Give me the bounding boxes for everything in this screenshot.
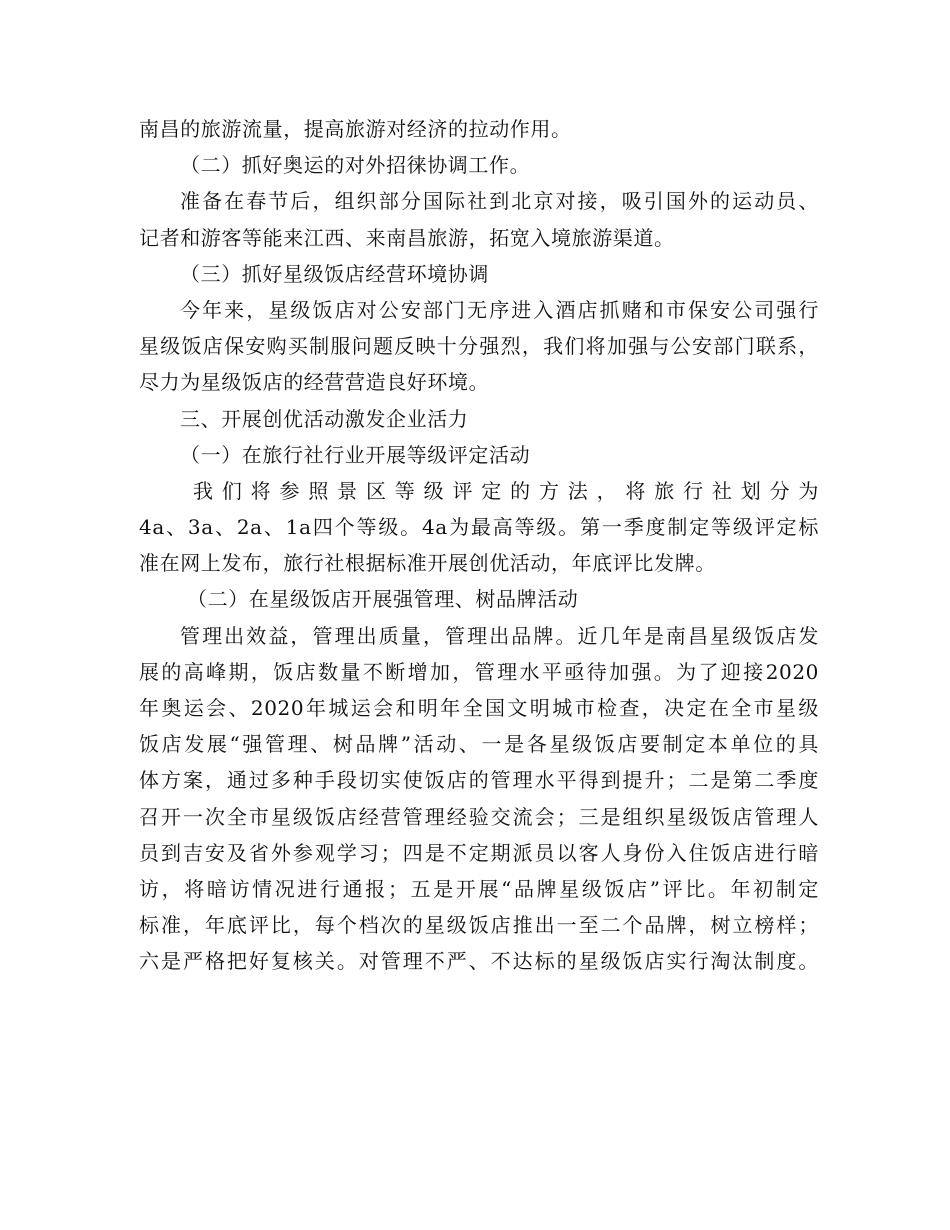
section-heading: （二）在星级饭店开展强管理、树品牌活动 <box>187 587 579 612</box>
text-line: 召开一次全市星级饭店经营管理经验交流会；三是组织星级饭店管理人 <box>139 804 819 829</box>
text-line: 星级饭店保安购买制服问题反映十分强烈，我们将加强与公安部门联系， <box>139 334 819 359</box>
text-line: 记者和游客等能来江西、来南昌旅游，拓宽入境旅游渠道。 <box>139 225 675 250</box>
text-line: 今年来，星级饭店对公安部门无序进入酒店抓赌和市保安公司强行 <box>180 297 819 322</box>
document-body <box>139 111 819 980</box>
text-line: 六是严格把好复核关。对管理不严、不达标的星级饭店实行淘汰制度。 <box>139 949 819 974</box>
text-line: 饭店发展“强管理、树品牌”活动、一是各星级饭店要制定本单位的具 <box>139 732 819 757</box>
text-line: 年奥运会、2020年城运会和明年全国文明城市检查，决定在全市星级 <box>139 696 819 720</box>
text-line: 员到吉安及省外参观学习；四是不定期派员以客人身份入住饭店进行暗 <box>139 840 819 865</box>
text-line: 展的高峰期，饭店数量不断增加，管理水平亟待加强。为了迎接2020 <box>139 659 819 684</box>
text-line: 体方案，通过多种手段切实使饭店的管理水平得到提升；二是第二季度 <box>139 768 819 793</box>
text-line: 我们将参照景区等级评定的方法，将旅行社划分为 <box>193 478 819 503</box>
text-line: 准备在春节后，组织部分国际社到北京对接，吸引国外的运动员、 <box>180 189 819 214</box>
text-line: 访，将暗访情况进行通报；五是开展“品牌星级饭店”评比。年初制定 <box>139 876 819 901</box>
chapter-heading: 三、开展创优活动激发企业活力 <box>180 406 469 431</box>
text-line: 尽力为星级饭店的经营营造良好环境。 <box>139 370 490 395</box>
section-heading: （二）抓好奥运的对外招徕协调工作。 <box>180 153 531 178</box>
text-line: 标准，年底评比，每个档次的星级饭店推出一至二个品牌，树立榜样； <box>139 913 819 938</box>
section-heading: （三）抓好星级饭店经营环境协调 <box>180 261 489 286</box>
text-line: 准在网上发布，旅行社根据标准开展创优活动，年底评比发牌。 <box>139 551 716 576</box>
text-line: 4a、3a、2a、1a四个等级。4a为最高等级。第一季度制定等级评定标 <box>139 515 819 540</box>
section-heading: （一）在旅行社行业开展等级评定活动 <box>180 442 531 467</box>
text-line: 南昌的旅游流量，提高旅游对经济的拉动作用。 <box>139 117 572 141</box>
text-line: 管理出效益，管理出质量，管理出品牌。近几年是南昌星级饭店发 <box>180 623 819 648</box>
